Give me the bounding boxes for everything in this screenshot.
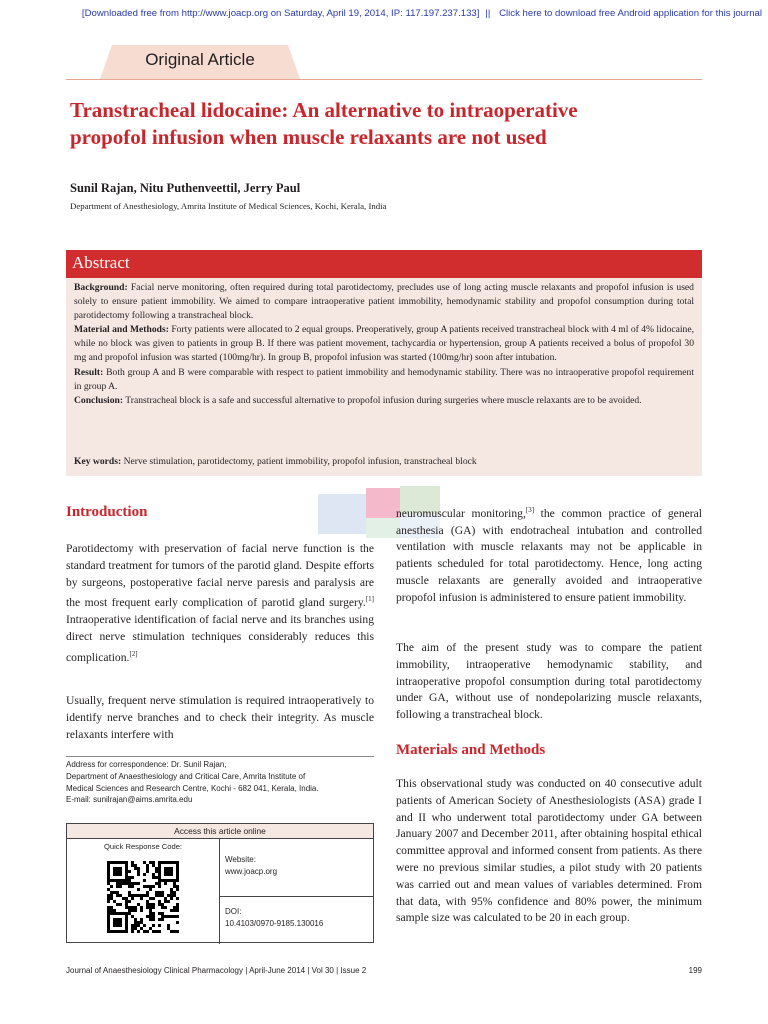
page-footer: [66, 966, 702, 975]
abstract-header: [66, 250, 702, 278]
footnote-divider: [66, 756, 374, 757]
access-heading: Access this article online: [67, 824, 373, 839]
ref-2-link[interactable]: [2]: [129, 649, 138, 658]
qr-label: Quick Response Code:: [103, 842, 183, 851]
abstract-background: Background: Facial nerve monitoring, often required during total parotidectomy, precludes use of long acting muscle relaxants and propofol infusion is used solely to ensure patient immobility. We aimed to compare intraoperative patient immobility, hemodynamic stability and propofol consumption during total parotidectomy following a transtracheal block.: [74, 282, 694, 322]
download-banner: [0, 8, 768, 19]
doi-value[interactable]: 10.4103/0970-9185.130016: [225, 919, 324, 928]
correspondence-email[interactable]: E-mail: sunilrajan@aims.amrita.edu: [66, 795, 193, 805]
doi-label: DOI:: [225, 907, 242, 916]
title-line-1: Transtracheal lidocaine: An alternative to intraoperative: [70, 98, 578, 122]
android-app-link[interactable]: Click here to download free Android application for this journal: [499, 8, 762, 19]
banner-separator: ||: [485, 8, 491, 19]
article-title: [70, 97, 710, 151]
website-label: Website:: [225, 855, 256, 864]
introduction-p1: Parotidectomy with preservation of facial nerve function is the standard treatment for tumors of the parotid gland. Despite efforts by surgeons, postoperative facial nerve paresis and paralysis are the most frequent early complication of parotid gland surgery.[1] Intraoperative identification of facial nerve and its branches using direct nerve stimulation techniques considerably reduces this complication.[2]: [66, 542, 374, 664]
right-p1: neuromuscular monitoring,[3] the common practice of general anesthesia (GA) with endotracheal intubation and controlled ventilation with muscle relaxants may not be applicable in patients scheduled for total parotidectomy. Hence, long acting muscle relaxants are generally avoided and intraoperative propofol infusion is administered to ensure patient immobility.: [396, 506, 702, 604]
header-divider: [66, 79, 702, 80]
affiliation: Department of Anesthesiology, Amrita Institute of Medical Sciences, Kochi, Kerala, India: [70, 201, 387, 211]
materials-methods-heading: Materials and Methods: [396, 742, 546, 758]
title-line-2: propofol infusion when muscle relaxants are not used: [70, 125, 547, 149]
ref-3-link[interactable]: [3]: [525, 506, 535, 514]
abstract-methods: Material and Methods: Forty patients were allocated to 2 equal groups. Preoperatively, group A patients received transtracheal block with 4 ml of 4% lidocaine, while no block was given to patients in group B. If there was patient movement, tachycardia or hypertension, group A patients received a bolus of propofol 30 mg and propofol infusion was started (100mg/hr). In group B, propofol infusion was started (100mg/hr) soon after intubation.: [74, 324, 694, 364]
introduction-heading: Introduction: [66, 504, 148, 520]
introduction-p2: Usually, frequent nerve stimulation is required intraoperatively to identify nerve branches and to check their integrity. As muscle relaxants interfere with: [66, 694, 374, 741]
page-number: 199: [688, 966, 702, 975]
qr-code-icon[interactable]: [107, 861, 179, 933]
correspondence-address: Address for correspondence: Dr. Sunil Rajan, Department of Anaesthesiology and Critical Care, Amrita Institute of Medical Sciences and Research Centre, Kochi - 682 041, Kerala, India. E-mail: sunilrajan@aims.amrita.edu: [66, 759, 386, 806]
article-type-label: Original Article: [145, 50, 255, 69]
journal-citation: Journal of Anaesthesiology Clinical Pharmacology | April-June 2014 | Vol 30 | Issue 2: [66, 966, 367, 975]
abstract-result: Result: Both group A and B were comparable with respect to patient immobility and hemodynamic stability. There was no intraoperative propofol requirement in group A.: [74, 366, 695, 392]
abstract-text: [74, 281, 694, 408]
download-source-link[interactable]: [Downloaded free from http://www.joacp.org on Saturday, April 19, 2014, IP: 117.197.237.133]: [81, 8, 480, 19]
abstract-conclusion: Conclusion: Transtracheal block is a safe and successful alternative to propofol infusion during surgeries where muscle relaxants are to be avoided.: [74, 394, 642, 406]
access-article-box: [66, 823, 374, 943]
authors: Sunil Rajan, Nitu Puthenveettil, Jerry Paul: [70, 181, 301, 195]
ref-1-link[interactable]: [1]: [365, 595, 374, 604]
right-p3: This observational study was conducted on 40 consecutive adult patients of American Society of Anesthesiologists (ASA) grade I and II who underwent total parotidectomy under GA between January 2007 and December 2011, after obtaining hospital ethical committee approval and informed consent from patients. As there were no previous similar studies, a pilot study with 20 patients was carried out and mean values of variables determined. From that data, with 95% confidence and 80% power, the minimum sample size was calculated to be 20 in each group.: [396, 777, 702, 925]
abstract-heading: Abstract: [72, 253, 130, 272]
right-p2: The aim of the present study was to compare the patient immobility, intraoperative hemodynamic stability, and intraoperative propofol consumption during total parotidectomy under GA, without use of nondepolarizing muscle relaxants, following a transtracheal block.: [396, 641, 702, 722]
website-link[interactable]: www.joacp.org: [225, 867, 278, 876]
keywords: Key words: Nerve stimulation, parotidectomy, patient immobility, propofol infusion, transtracheal block: [74, 456, 477, 467]
